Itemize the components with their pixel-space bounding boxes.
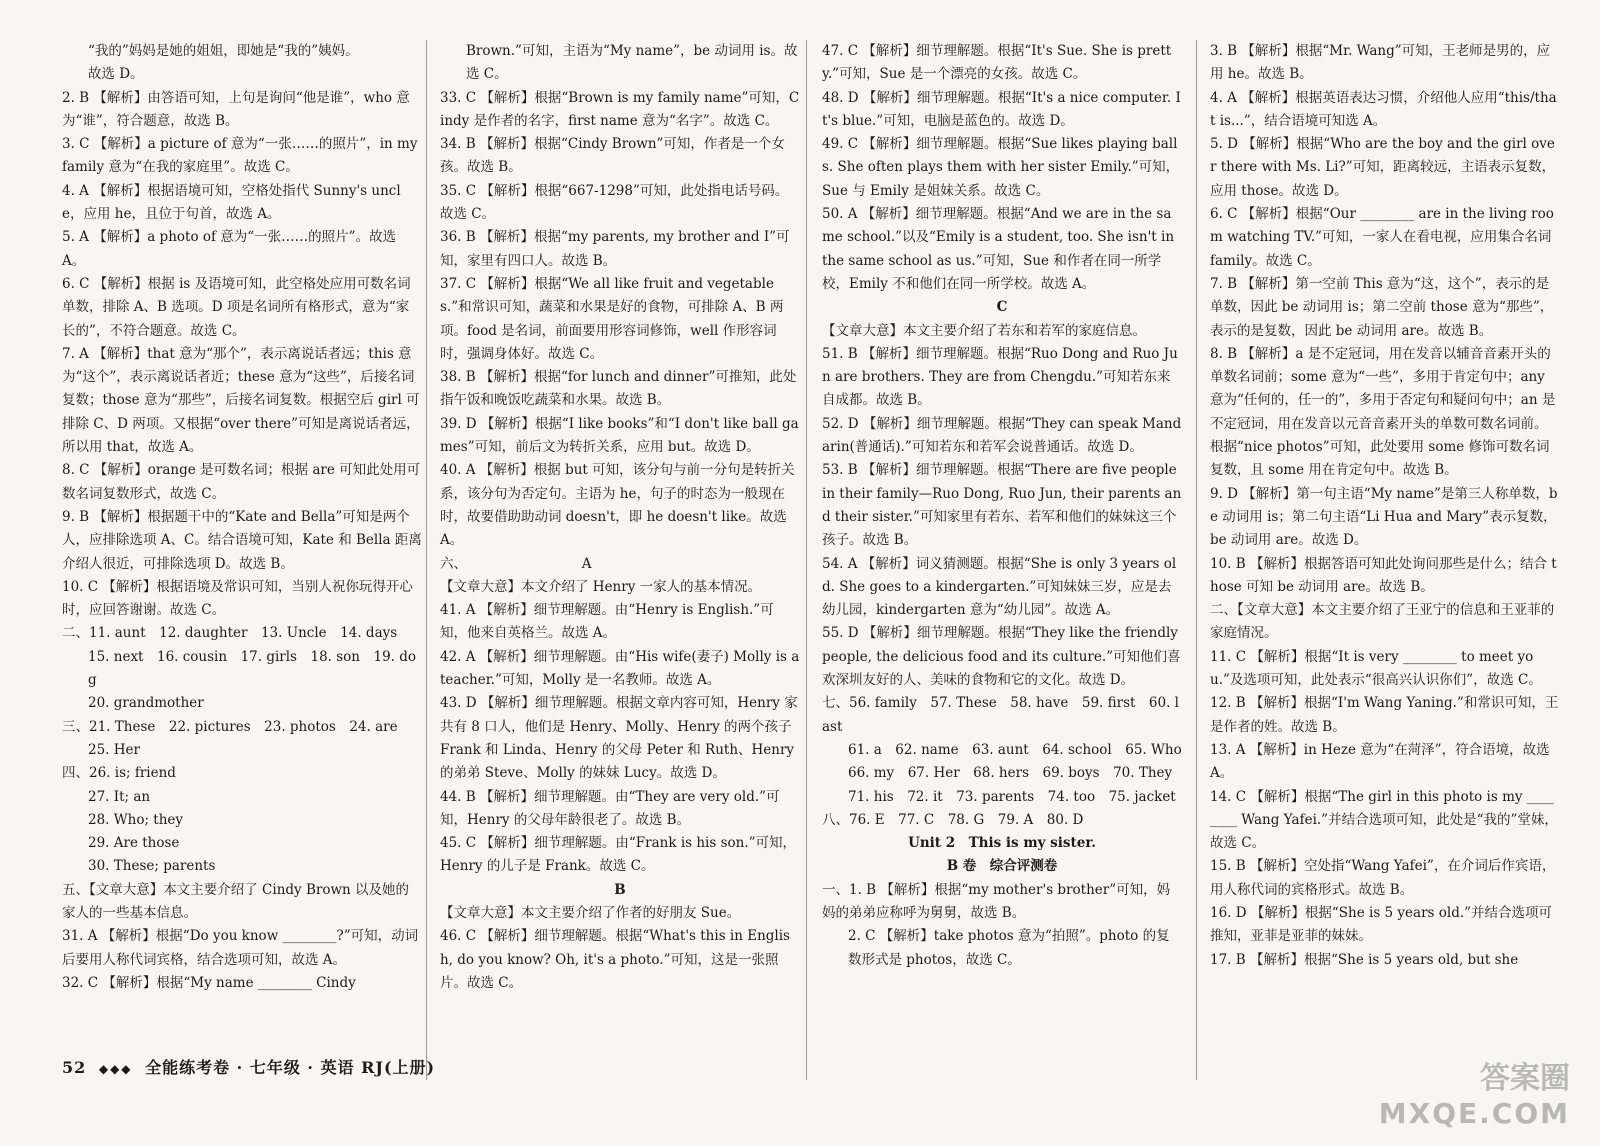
answer-line: 16. D 【解析】根据“She is 5 years old.”并结合选项可推知，亚菲是亚菲的妹妹。 (1210, 904, 1553, 945)
answer-line: 44. B 【解析】细节理解题。由“They are very old.”可知，Henry 的父母年龄很老了。故选 B。 (440, 788, 780, 828)
answer-line: 51. B 【解析】细节理解题。根据“Ruo Dong and Ruo Jun are brothers. They are from Chengdu.”可知若东来自成都。故选 B。 (822, 345, 1178, 409)
book-title: 全能练考卷 · 七年级 · 英语 RJ(上册) (145, 1058, 436, 1077)
answer-line: 38. B 【解析】根据“for lunch and dinner”可推知，此处指午饭和晚饭吃蔬菜和水果。故选 B。 (440, 369, 797, 409)
answer-line: B (614, 881, 626, 898)
answer-line: 5. A 【解析】a photo of 意为“一张……的照片”。故选 A。 (62, 229, 397, 269)
answer-line: 32. C 【解析】根据“My name ________ Cindy (62, 974, 356, 991)
answer-line: 14. C 【解析】根据“The girl in this photo is my ________ Wang Yafei.”并结合选项可知，此处是“我的”堂妹，故选 C。 (1210, 788, 1558, 852)
answer-line: 25. Her (88, 741, 140, 758)
answer-line: 12. B 【解析】根据“I'm Wang Yaning.”和常识可知，王是作者的姓。故选 B。 (1210, 695, 1559, 735)
answer-line: 34. B 【解析】根据“Cindy Brown”可知，作者是一个女孩。故选 B。 (440, 136, 785, 176)
answer-line: 53. B 【解析】细节理解题。根据“There are five people in their family—Ruo Dong, Ruo Jun, their parents and their sister.”可知家里有若东、若军和他们的妹妹这三个孩子。故选 B。 (822, 462, 1182, 549)
answer-line: 31. A 【解析】根据“Do you know ________?”可知，动词后要用人称代词宾格，结合选项可知，故选 A。 (62, 928, 419, 968)
answer-line: 五、【文章大意】本文主要介绍了 Cindy Brown 以及她的家人的一些基本信息。 (62, 881, 409, 921)
answer-line: 10. C 【解析】根据语境及常识可知，当别人祝你玩得开心时，应回答谢谢。故选 C。 (62, 578, 413, 619)
answer-line: 40. A 【解析】根据 but 可知，该分句与前一分句是转折关系，该分句为否定句。主语为 he，句子的时态为一般现在时，故要借助助动词 doesn't，即 he doesn't like。故选 A。 (440, 462, 795, 549)
answer-line: 2. B 【解析】由答语可知，上句是询问“他是谁”，who 意为“谁”，符合题意，故选 B。 (62, 89, 410, 129)
answer-line: 3. B 【解析】根据“Mr. Wang”可知，王老师是男的，应用 he。故选 B。 (1210, 43, 1551, 83)
column-divider (426, 40, 427, 1080)
answer-line: 七、56. family 57. These 58. have 59. first 60. last (822, 695, 1180, 735)
answer-line: 6. C 【解析】根据“Our ________ are in the living room watching TV.”可知，一家人在看电视，应用集合名词 family。故选 C。 (1210, 206, 1554, 269)
answer-line: 7. B 【解析】第一空前 This 意为“这，这个”，表示的是单数，因此 be 动词用 is；第二空前 those 意为“那些”，表示的是复数，因此 be 动词用 are。故选 B。 (1210, 275, 1554, 339)
answer-line: 10. B 【解析】根据答语可知此处询问那些是什么；结合 those 可知 be 动词用 are。故选 B。 (1210, 555, 1557, 595)
answer-line: 55. D 【解析】细节理解题。根据“They like the friendly people, the delicious food and its culture.”可知他们喜欢深圳友好的人、美味的食物和它的文化。故选 D。 (822, 625, 1181, 689)
answer-line: 4. A 【解析】根据语境可知，空格处指代 Sunny's uncle，应用 he，且位于句首，故选 A。 (62, 182, 401, 223)
answer-line: 30. These; parents (88, 858, 216, 875)
answer-line: 8. C 【解析】orange 是可数名词；根据 are 可知此处用可数名词复数形式，故选 C。 (62, 462, 421, 502)
answer-line: 36. B 【解析】根据“my parents, my brother and I”可知，家里有四口人。故选 B。 (440, 229, 790, 269)
answer-line: 一、1. B 【解析】根据“my mother's brother”可知，妈妈的弟弟应称呼为舅舅，故选 B。 (822, 881, 1171, 921)
answer-line: 33. C 【解析】根据“Brown is my family name”可知，Cindy 是作者的名字，first name 意为“名字”。故选 C。 (440, 89, 800, 129)
answer-line: 【文章大意】本文介绍了 Henry 一家人的基本情况。 (440, 578, 762, 595)
answer-line: 49. C 【解析】细节理解题。根据“Sue likes playing balls. She often plays them with her sister Emily.”可知，Sue 与 Emily 是姐妹关系。故选 C。 (822, 136, 1180, 199)
answer-column-2 (440, 40, 800, 995)
answer-column-3 (822, 40, 1182, 972)
answer-line: 8. B 【解析】a 是不定冠词，用在发音以辅音音素开头的单数名词前；some 意为“一些”，多用于肯定句中；any 意为“任何的，任一的”，多用于否定句和疑问句中；an 是不定冠词，用在发音以元音音素开头的单数可数名词前。根据“nice photos”可知，此处要用 some 修饰可数名词复数，且 some 用在肯定句中。故选 B。 (1210, 345, 1556, 479)
answer-line: 39. D 【解析】根据“I like books”和“I don't like ball games”可知，前后文为转折关系，应用 but。故选 D。 (440, 415, 799, 456)
watermark-top-text: 答案圈 (1480, 1061, 1570, 1096)
answer-line: 四、26. is; friend (62, 765, 176, 782)
answer-line: 【文章大意】本文主要介绍了作者的好朋友 Sue。 (440, 904, 741, 921)
answer-line: 二、11. aunt 12. daughter 13. Uncle 14. days (62, 625, 398, 642)
answer-line: 61. a 62. name 63. aunt 64. school 65. Who (848, 741, 1182, 758)
answer-line: 42. A 【解析】细节理解题。由“His wife(妻子) Molly is a teacher.”可知，Molly 是一名教师。故选 A。 (440, 648, 800, 689)
answer-line: 5. D 【解析】根据“Who are the boy and the girl over there with Ms. Li?”可知，距离较远，主语表示复数，应用 those。故选 D。 (1210, 136, 1556, 199)
answer-line: 20. grandmother (88, 695, 204, 712)
answer-line: 六、 A (440, 555, 592, 572)
answer-line: 故选 D。 (88, 66, 144, 83)
answer-line: “我的”妈妈是她的姐姐，即她是“我的”姨妈。 (88, 43, 359, 59)
answer-line: 2. C 【解析】take photos 意为“拍照”。photo 的复数形式是 photos，故选 C。 (848, 928, 1170, 968)
column-divider (1196, 40, 1197, 1080)
answer-line: 3. C 【解析】a picture of 意为“一张……的照片”，in my family 意为“在我的家庭里”。故选 C。 (62, 136, 418, 176)
answer-line: 17. B 【解析】根据“She is 5 years old, but she (1210, 951, 1519, 968)
answer-line: 7. A 【解析】that 意为“那个”，表示离说话者远；this 意为“这个”，表示离说话者近；these 意为“这些”，后接名词复数；those 意为“那些”，后接名词复数。根据空后 girl 可排除 C、D 两项。又根据“over there”可知是离说话者远，所以用 that，故选 A。 (62, 345, 420, 456)
answer-line: 11. C 【解析】根据“It is very ________ to meet you.”及选项可知，此处表示“很高兴认识你们”，故选 C。 (1210, 648, 1542, 689)
answer-line: 35. C 【解析】根据“667-1298”可知，此处指电话号码。故选 C。 (440, 182, 789, 223)
answer-line: C (996, 299, 1008, 316)
answer-line: 45. C 【解析】细节理解题。由“Frank is his son.”可知，Henry 的儿子是 Frank。故选 C。 (440, 835, 797, 875)
answer-line: 43. D 【解析】细节理解题。根据文章内容可知，Henry 家共有 8 口人，他们是 Henry、Molly、Henry 的两个孩子 Frank 和 Linda、Henry 的父母 Peter 和 Ruth、Henry 的弟弟 Steve、Molly 的妹妹 Lucy。故选 D。 (440, 695, 798, 782)
answer-line: 54. A 【解析】词义猜测题。根据“She is only 3 years old. She goes to a kindergarten.”可知妹妹三岁，应是去幼儿园，kindergarten 意为“幼儿园”。故选 A。 (822, 555, 1177, 619)
watermark-bottom-text: MXQE.COM (1378, 1097, 1570, 1130)
watermark-logo (1379, 1053, 1570, 1130)
answer-line: 6. C 【解析】根据 is 及语境可知，此空格处应用可数名词单数，排除 A、B 选项。D 项是名词所有格形式，意为“家长的”，不符合题意。故选 C。 (62, 275, 411, 339)
answer-line: 29. Are those (88, 835, 180, 852)
answer-line: 15. next 16. cousin 17. girls 18. son 19. dog (88, 648, 417, 689)
answer-line: 27. It; an (88, 788, 151, 805)
answer-line: 9. D 【解析】第一句主语“My name”是第三人称单数，be 动词用 is；第二句主语“Li Hua and Mary”表示复数，be 动词用 are。故选 D。 (1210, 485, 1558, 549)
answer-line: 三、21. These 22. pictures 23. photos 24. are (62, 718, 398, 735)
answer-line: 37. C 【解析】根据“We all like fruit and vegetables.”和常识可知，蔬菜和水果是好的食物，可排除 A、B 两项。food 是名词，前面要用形容词修饰，well 作形容词时，强调身体好。故选 C。 (440, 275, 784, 362)
answer-column-4 (1210, 40, 1560, 972)
answer-line: 71. his 72. it 73. parents 74. too 75. jacket (848, 788, 1176, 805)
answer-line: Unit 2 This is my sister. (908, 835, 1096, 852)
diamond-icons: ◆◆◆ (98, 1062, 133, 1076)
answer-line: 4. A 【解析】根据英语表达习惯，介绍他人应用“this/that is...”，结合语境可知选 A。 (1210, 89, 1557, 129)
answer-line: 二、【文章大意】本文主要介绍了王亚宁的信息和王亚菲的家庭情况。 (1210, 602, 1555, 642)
answer-column-1 (62, 40, 422, 995)
answer-line: 66. my 67. Her 68. hers 69. boys 70. They (848, 765, 1173, 782)
answer-line: 46. C 【解析】细节理解题。根据“What's this in English, do you know? Oh, it's a photo.”可知，这是一张照片。故选 C。 (440, 928, 790, 991)
answer-line: 48. D 【解析】细节理解题。根据“It's a nice computer. It's blue.”可知，电脑是蓝色的。故选 D。 (822, 89, 1181, 129)
page-footer (62, 1055, 435, 1078)
answer-line: Brown.”可知，主语为“My name”，be 动词用 is。故选 C。 (466, 43, 798, 83)
answer-line: 28. Who; they (88, 811, 184, 828)
answer-line: 15. B 【解析】空处指“Wang Yafei”，在介词后作宾语，用人称代词的宾格形式。故选 B。 (1210, 858, 1556, 898)
answer-line: 【文章大意】本文主要介绍了若东和若军的家庭信息。 (822, 322, 1146, 339)
answer-line: 9. B 【解析】根据题干中的“Kate and Bella”可知是两个人，应排除选项 A、C。结合语境可知，Kate 和 Bella 距离介绍人很近，可排除选项 D。故选 B。 (62, 508, 422, 572)
answer-line: 52. D 【解析】细节理解题。根据“They can speak Mandarin(普通话).”可知若东和若军会说普通话。故选 D。 (822, 415, 1182, 456)
page-number: 52 (62, 1058, 87, 1077)
answer-line: B 卷 综合评测卷 (946, 858, 1058, 875)
answer-line: 47. C 【解析】细节理解题。根据“It's Sue. She is pretty.”可知，Sue 是一个漂亮的女孩。故选 C。 (822, 43, 1172, 83)
answer-line: 41. A 【解析】细节理解题。由“Henry is English.”可知，他来自英格兰。故选 A。 (440, 602, 774, 642)
answer-line: 13. A 【解析】in Heze 意为“在菏泽”，符合语境，故选 A。 (1210, 741, 1550, 782)
column-divider (806, 40, 807, 1080)
answer-line: 八、76. E 77. C 78. G 79. A 80. D (822, 811, 1084, 828)
answer-line: 50. A 【解析】细节理解题。根据“And we are in the same school.”以及“Emily is a student, too. She isn't in the same school as us.”可知，Sue 和作者在同一所学校，Emily 不和他们在同一所学校。故选 A。 (822, 206, 1175, 292)
